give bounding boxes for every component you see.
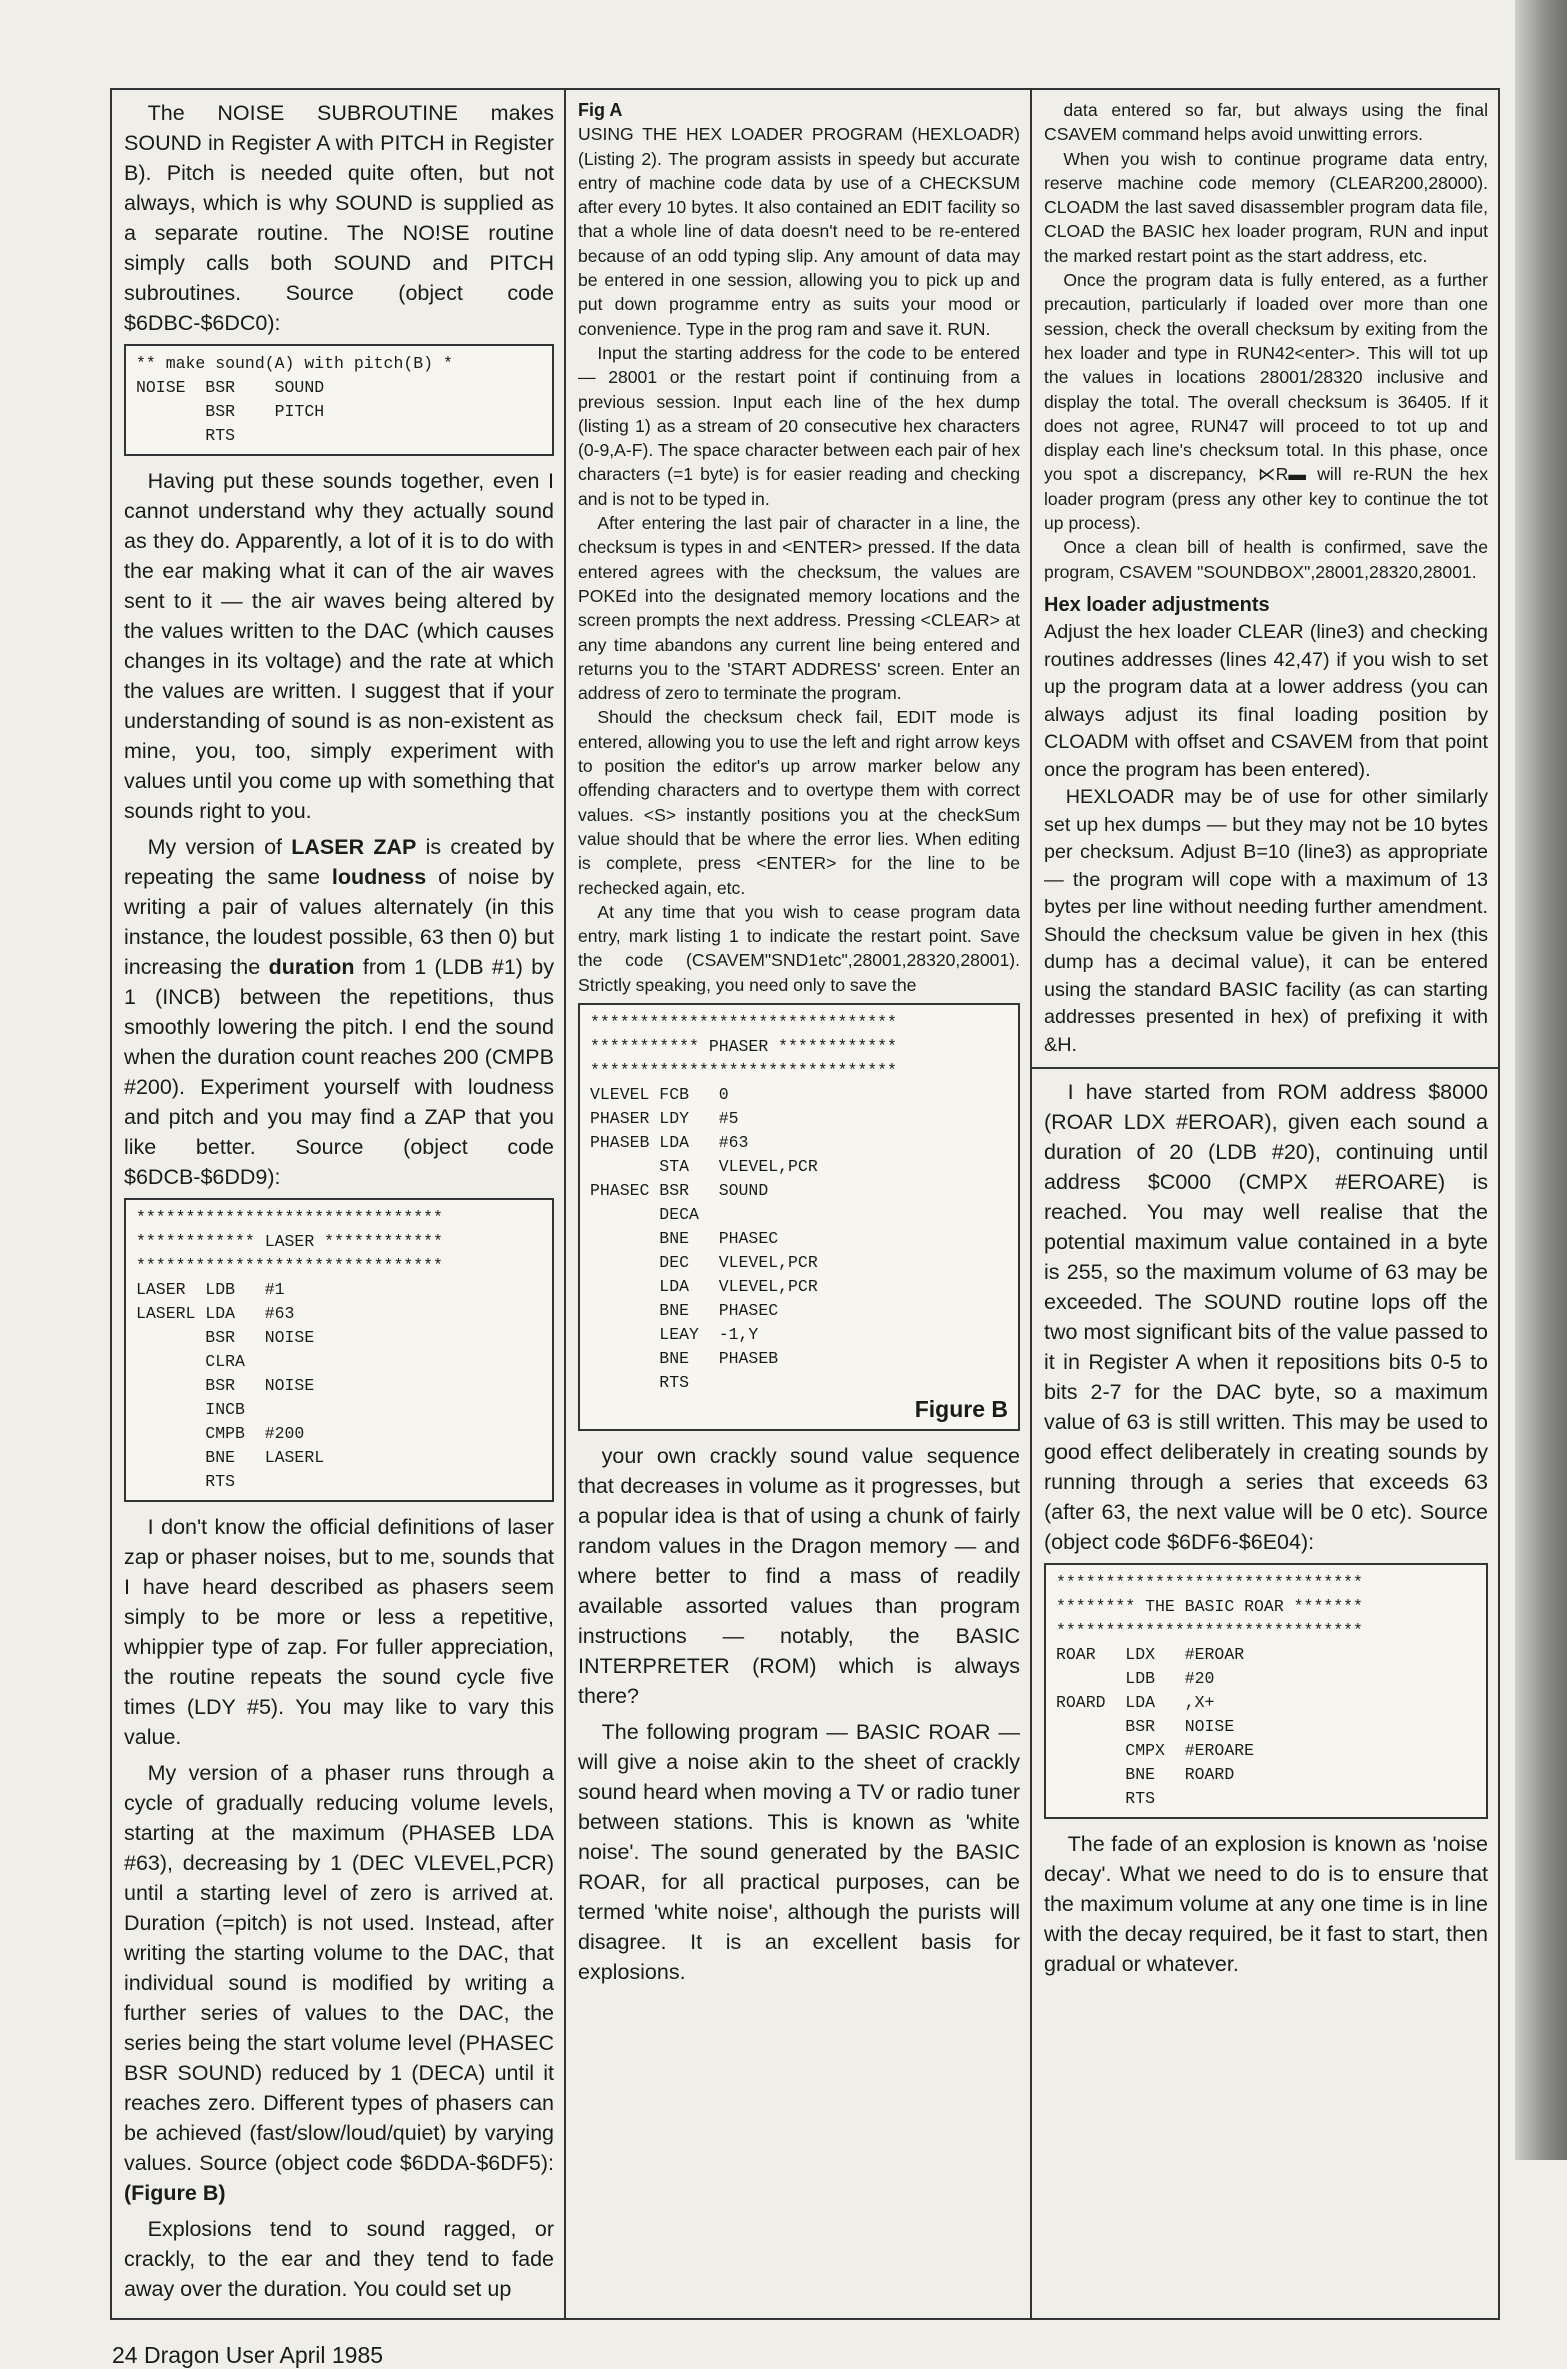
code-line: PHASER LDY #5 — [590, 1108, 739, 1128]
paragraph — [124, 1512, 554, 1752]
column-2-fig-a — [578, 98, 1020, 997]
code-line: LDB #20 — [1056, 1669, 1215, 1689]
code-line: INCB — [136, 1400, 245, 1419]
code-line: STA VLEVEL,PCR — [590, 1156, 818, 1176]
code-line: NOISE BSR SOUND — [136, 378, 325, 397]
paragraph — [124, 2214, 554, 2304]
paragraph — [578, 511, 1020, 705]
column-1 — [112, 90, 564, 2318]
scan-edge-shadow — [1515, 0, 1567, 2160]
paragraph — [578, 705, 1020, 899]
code-line: ******** THE BASIC ROAR ******* — [1056, 1597, 1363, 1617]
code-line: ******************************* — [1056, 1573, 1363, 1593]
text-run: HEXLOADR may be of use for other similarly set up hex dumps — but they may not be 10 bytes per checksum. Adjust B=10 (line3) as appropriate — the program will cope with a maximum of 13 bytes per line without needing further amendment. Should the checksum value be given in hex (this dump has a decimal value), it can be entered using the standard BASIC facility (as can starting addresses presented in hex) of prefixing it with &H. — [1044, 786, 1488, 1056]
code-listing — [1044, 1563, 1488, 1819]
code-line: ************ LASER ************ — [136, 1232, 443, 1251]
paragraph — [1044, 98, 1488, 147]
column-3-lower — [1044, 1077, 1488, 1979]
text-run: Having put these sounds together, even I cannot understand why they actually sound as they do. Apparently, a lot of it is to do with the ear making what it can of the air waves sent to it — the air waves being altered by the values written to the DAC (which causes changes in its voltage) and the rate at which the values are written. I suggest that if your understanding of sound is as non-existent as mine, you, too, simply experiment with values until you come up with something that sounds right to you. — [124, 469, 554, 823]
text-run: from 1 (LDB #1) by 1 (INCB) between the repetitions, thus smoothly lowering the pitch. I end the sound when the duration count reaches 200 (CMPB #200). Experiment yourself with loudness and pitch and you may find a ZAP that you like better. Source (object code $6DCB-$6DD9): — [124, 955, 554, 1189]
text-run: I have started from ROM address $8000 (ROAR LDX #EROAR), given each sound a duration of 20 (LDB #20), continuing until address $C000 (CMPX #EROARE) is reached. You may well realise that the potential maximum value contained in a byte is 255, so the maximum volume of 63 may be exceeded. The SOUND routine lops off the two most significant bits of the value passed to it in Register A when it repositions bits 0-5 to bits 2-7 for the DAC byte, so a maximum value of 63 is still written. This may be used to good effect deliberately in creating sounds by running through a series that exceeds 63 (after 63, the next value will be 0 etc). Source (object code $6DF6-$6E04): — [1044, 1080, 1488, 1555]
paragraph — [1044, 1829, 1488, 1979]
code-line: DEC VLEVEL,PCR — [590, 1252, 818, 1272]
paragraph — [578, 1717, 1020, 1987]
code-line: PHASEB LDA #63 — [590, 1132, 749, 1152]
code-line: ******************************* — [590, 1012, 897, 1032]
column-3 — [1030, 90, 1498, 2318]
article-frame — [110, 88, 1500, 2320]
paragraph — [578, 1441, 1020, 1711]
paragraph — [124, 466, 554, 826]
text-run: is created by repeating the same — [124, 835, 555, 889]
magazine-page — [110, 88, 1500, 2369]
paragraph — [1044, 147, 1488, 268]
text-run: Input the starting address for the code to be entered — 28001 or the restart point if continuing from a previous session. Input each line of the hex dump (listing 1) as a stream of 20 consecutive hex characters (0-9,A-F). The space character between each pair of hex characters (=1 byte) is for easier reading and checking and is not to be typed in. — [578, 342, 1020, 509]
paragraph — [578, 122, 1020, 341]
bold-text: (Figure B) — [124, 2181, 226, 2205]
code-line: BSR NOISE — [136, 1376, 315, 1395]
code-line: LDA VLEVEL,PCR — [590, 1276, 818, 1296]
text-run: My version of a phaser runs through a cycle of gradually reducing volume levels, starting at the maximum (PHASEB LDA #63), decreasing by 1 (DEC VLEVEL,PCR) until a starting level of zero is arrived at. Duration (=pitch) is not used. Instead, after writing the starting volume to the DAC, that individual sound is modified by writing a further series of values to the DAC, the series being the start volume level (PHASEC BSR SOUND) reduced by 1 (DECA) until it reaches zero. Different types of phasers can be achieved (fast/slow/loud/quiet) by varying values. Source (object code $6DDA-$6DF5): — [124, 1761, 554, 2175]
code-line: ROARD LDA ,X+ — [1056, 1693, 1215, 1713]
paragraph — [124, 1758, 554, 2208]
text-run: Should the checksum check fail, EDIT mode is entered, allowing you to use the left and right arrow keys to position the editor's up arrow marker below any offending characters and to overtype them with correct values. <S> instantly positions you at the checkSum value should that be where the error lies. When editing is complete, press <ENTER> for the line to be rechecked again, etc. — [578, 707, 1020, 898]
page-footer: 24 Dragon User April 1985 — [112, 2342, 384, 2368]
text-run: After entering the last pair of character in a line, the checksum is types in and <ENTER> pressed. If the data entered agrees with the checksum, the values are POKEd into the designated memory locations and the screen prompts the next address. Pressing <CLEAR> at any time abandons any current line being entered and returns you to the 'START ADDRESS' screen. Enter an address of zero to terminate the program. — [578, 513, 1020, 704]
column-3-hex-loader — [1044, 592, 1488, 1060]
paragraph — [1044, 268, 1488, 535]
paragraph — [1044, 619, 1488, 784]
code-line: CMPX #EROARE — [1056, 1741, 1255, 1761]
code-line: ** make sound(A) with pitch(B) * — [136, 354, 453, 373]
text-run: My version of — [147, 835, 292, 859]
code-line: ROAR LDX #EROAR — [1056, 1645, 1245, 1665]
section-heading: Fig A — [578, 100, 623, 120]
text-run: Adjust the hex loader CLEAR (line3) and checking routines addresses (lines 42,47) if you wish to set up the program data at a lower address (you can always adjust its final loading position by CLOADM with offset and CSAVEM from that point once the program has been entered). — [1044, 621, 1488, 781]
text-run: I don't know the official definitions of laser zap or phaser noises, but to me, sounds that I have heard described as phasers seem simply to be more or less a repetitive, whippier type of zap. For fuller appreciation, the routine repeats the sound cycle five times (LDY #5). You may like to vary this value. — [124, 1515, 554, 1749]
figure-caption: Figure B — [914, 1395, 1008, 1422]
text-run: At any time that you wish to cease program data entry, mark listing 1 to indicate the restart point. Save the code (CSAVEM"SND1etc",28001,28320,28001). Strictly speaking, you need only to save the — [578, 901, 1020, 995]
paragraph — [1044, 784, 1488, 1059]
code-line: CMPB #200 — [136, 1424, 305, 1443]
bold-text: LASER ZAP — [291, 835, 417, 859]
section-heading: Hex loader adjustments — [1044, 593, 1270, 616]
code-line: PHASEC BSR SOUND — [590, 1180, 769, 1200]
text-run: Once a clean bill of health is confirmed, save the program, CSAVEM "SOUNDBOX",28001,28320,28001. — [1044, 537, 1488, 582]
code-line: VLEVEL FCB 0 — [590, 1084, 729, 1104]
code-line: RTS — [590, 1372, 690, 1392]
code-line: RTS — [136, 426, 236, 445]
column-1-text — [124, 98, 554, 2304]
section-divider — [1032, 1067, 1498, 1069]
text-run: data entered so far, but always using the final CSAVEM command helps avoid unwitting errors. — [1044, 100, 1488, 145]
paragraph — [578, 341, 1020, 511]
bold-text: loudness — [331, 865, 427, 889]
text-run: Once the program data is fully entered, as a further precaution, particularly if loaded over more than one session, check the overall checksum by exiting from the hex loader and type in RUN42<enter>. This will tot up the values in locations 28001/28320 inclusive and display the total. The overall checksum is 36405. If it does not agree, RUN47 will proceed to tot up and display each line's checksum total. In this phase, once you spot a discrepancy, ⋉R▬ will re-RUN the hex loader program (press any other key to continue the tot up process). — [1044, 270, 1488, 534]
paragraph — [124, 832, 554, 1192]
code-line: CLRA — [136, 1352, 245, 1371]
paragraph — [1044, 535, 1488, 584]
code-line: BNE ROARD — [1056, 1765, 1235, 1785]
paragraph — [578, 900, 1020, 997]
text-run: your own crackly sound value sequence that decreases in volume as it progresses, but a popular idea is that of using a chunk of fairly random values in the Dragon memory — and where better to find a mass of readily available assorted values than program instructions — notably, the BASIC INTERPRETER (ROM) which is always there? — [578, 1443, 1020, 1708]
text-run: The following program — BASIC ROAR — will give a noise akin to the sheet of crackly sound heard when moving a TV or radio tuner between stations. This is known as 'white noise'. The sound generated by the BASIC ROAR, for all practical purposes, can be termed 'white noise', although the purists will disagree. It is an excellent basis for explosions. — [578, 1719, 1020, 1984]
code-line: BNE PHASEB — [590, 1348, 779, 1368]
code-listing — [124, 1198, 554, 1502]
text-run: When you wish to continue programe data entry, reserve machine code memory (CLEAR200,28000). CLOADM the last saved disassembler program data file, CLOAD the BASIC hex loader program, RUN and input the marked restart point as the start address, etc. — [1044, 148, 1488, 266]
paragraph — [1044, 1077, 1488, 1557]
code-line: LEAY -1,Y — [590, 1324, 759, 1344]
code-line: DECA — [590, 1204, 699, 1224]
code-listing — [124, 344, 554, 456]
code-line: BSR NOISE — [136, 1328, 315, 1347]
code-line: BSR NOISE — [1056, 1717, 1235, 1737]
code-line: LASER LDB #1 — [136, 1280, 285, 1299]
text-run: The fade of an explosion is known as 'noise decay'. What we need to do is to ensure that the maximum volume at any one time is in line with the decay required, be it fast to start, then gradual or whatever. — [1044, 1832, 1488, 1977]
text-run: of noise by writing a pair of values alternately (in this instance, the loudest possible, 63 then 0) but increasing the — [124, 865, 554, 979]
code-line: BNE PHASEC — [590, 1300, 779, 1320]
code-line: ******************************* — [136, 1208, 443, 1227]
figure-caption-row — [590, 1395, 1008, 1423]
paragraph — [124, 98, 554, 338]
code-line: ******************************* — [590, 1060, 897, 1080]
text-run: USING THE HEX LOADER PROGRAM (HEXLOADR) (Listing 2). The program assists in speedy but accurate entry of machine code data by use of a CHECKSUM after every 10 bytes. It also contained an EDIT facility so that a whole line of data doesn't need to be re-entered because of an odd typing slip. Any amount of data may be entered in one session, allowing you to pick up and put down programme entry as suits your mood or convenience. Type in the prog ram and save it. RUN. — [578, 124, 1020, 339]
column-3-upper — [1044, 98, 1488, 584]
code-line: BNE LASERL — [136, 1448, 325, 1467]
code-listing — [578, 1003, 1020, 1431]
code-line: *********** PHASER ************ — [590, 1036, 897, 1056]
text-run: Explosions tend to sound ragged, or crackly, to the ear and they tend to fade away over the duration. You could set up — [124, 2217, 554, 2301]
code-line: ******************************* — [136, 1256, 443, 1275]
code-line: BSR PITCH — [136, 402, 325, 421]
column-2 — [564, 90, 1030, 2318]
code-line: LASERL LDA #63 — [136, 1304, 295, 1323]
code-line: RTS — [1056, 1789, 1156, 1809]
bold-text: duration — [268, 955, 355, 979]
code-line: BNE PHASEC — [590, 1228, 779, 1248]
code-line: RTS — [136, 1472, 236, 1491]
column-2-lower — [578, 1441, 1020, 1987]
code-line: ******************************* — [1056, 1621, 1363, 1641]
column-2-figure-b — [578, 1003, 1020, 1431]
text-run: The NOISE SUBROUTINE makes SOUND in Register A with PITCH in Register B). Pitch is needed quite often, but not always, which is why SOUND is supplied as a separate routine. The NO!SE routine simply calls both SOUND and PITCH subroutines. Source (object code $6DBC-$6DC0): — [124, 101, 554, 335]
